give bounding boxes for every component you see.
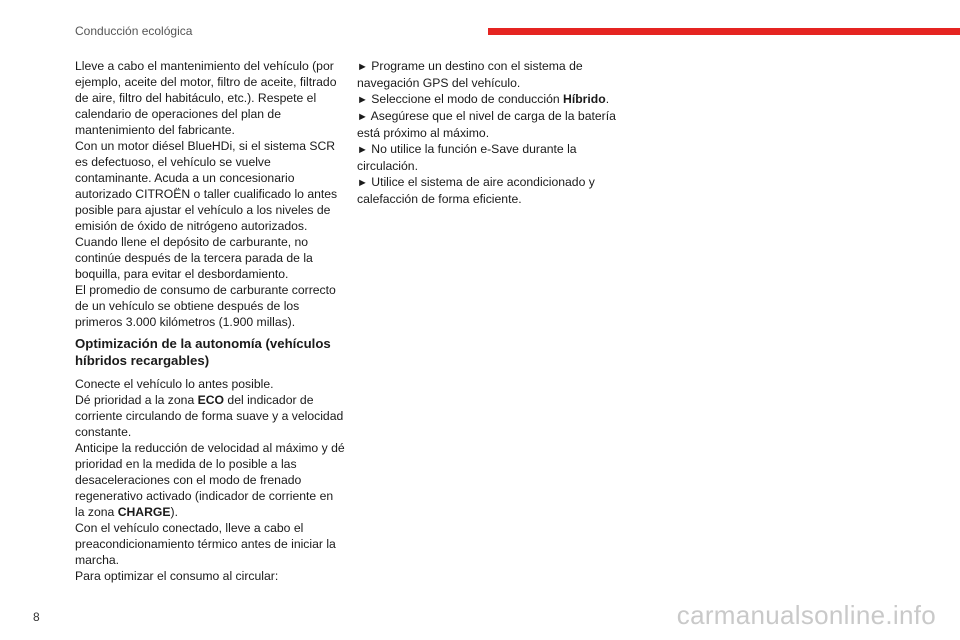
paragraph-connect: Conecte el vehículo lo antes posible.	[75, 377, 274, 391]
arrow-icon: ►	[357, 177, 368, 189]
header-accent-bar	[488, 28, 960, 35]
bullet-esave: ► No utilice la función e-Save durante la circulación.	[357, 142, 577, 173]
paragraph-optimize: Para optimizar el consumo al circular:	[75, 569, 279, 583]
arrow-icon: ►	[357, 144, 368, 156]
paragraph-consumption: El promedio de consumo de carburante correcto de un vehículo se obtiene después de los primeros 3.000 kilómetros (1.900 millas).	[75, 283, 336, 329]
paragraph-bluehdi: Con un motor diésel BlueHDi, si el sistema SCR es defectuoso, el vehículo se vuelve contaminante. Acuda a un concesionario autorizado CITROËN o taller cualificado lo antes posible para ajustar el vehículo a los niveles de emisión de óxido de nitrógeno autorizados.	[75, 139, 338, 233]
arrow-icon: ►	[357, 111, 368, 123]
paragraph-maintenance: Lleve a cabo el mantenimiento del vehículo (por ejemplo, aceite del motor, filtro de aceite, filtrado de aire, filtro del habitáculo, etc.). Respete el calendario de operaciones del plan de mantenimiento del fabricante.	[75, 59, 337, 137]
eco-label: ECO	[197, 393, 225, 407]
right-column	[357, 58, 627, 207]
paragraph-refuel: Cuando llene el depósito de carburante, no continúe después de la tercera parada de la boquilla, para evitar el desbordamiento.	[75, 235, 313, 281]
charge-label: CHARGE	[117, 505, 171, 519]
bullet-hybrid-mode: ► Seleccione el modo de conducción Híbrido.	[357, 92, 610, 106]
running-head: Conducción ecológica	[75, 24, 193, 38]
paragraph-regenerative: Anticipe la reducción de velocidad al máximo y dé prioridad en la medida de lo posible a las desaceleraciones con el modo de frenado regenerativo activado (indicador de corriente en la zona CHARGE).	[75, 441, 345, 519]
page-number: 8	[33, 610, 40, 624]
bullet-battery: ► Asegúrese que el nivel de carga de la batería está próximo al máximo.	[357, 109, 616, 140]
arrow-icon: ►	[357, 94, 368, 106]
bullet-climate: ► Utilice el sistema de aire acondicionado y calefacción de forma eficiente.	[357, 175, 595, 206]
bullet-gps: ► Programe un destino con el sistema de navegación GPS del vehículo.	[357, 59, 583, 90]
left-column	[75, 58, 345, 584]
paragraph-eco: Dé prioridad a la zona ECO del indicador de corriente circulando de forma suave y a velocidad constante.	[75, 393, 344, 439]
watermark: carmanualsonline.info	[676, 600, 936, 630]
hybrid-label: Híbrido	[563, 92, 606, 106]
paragraph-preconditioning: Con el vehículo conectado, lleve a cabo el preacondicionamiento térmico antes de iniciar la marcha.	[75, 521, 336, 567]
section-heading-autonomy: Optimización de la autonomía (vehículos híbridos recargables)	[75, 336, 331, 368]
arrow-icon: ►	[357, 61, 368, 73]
